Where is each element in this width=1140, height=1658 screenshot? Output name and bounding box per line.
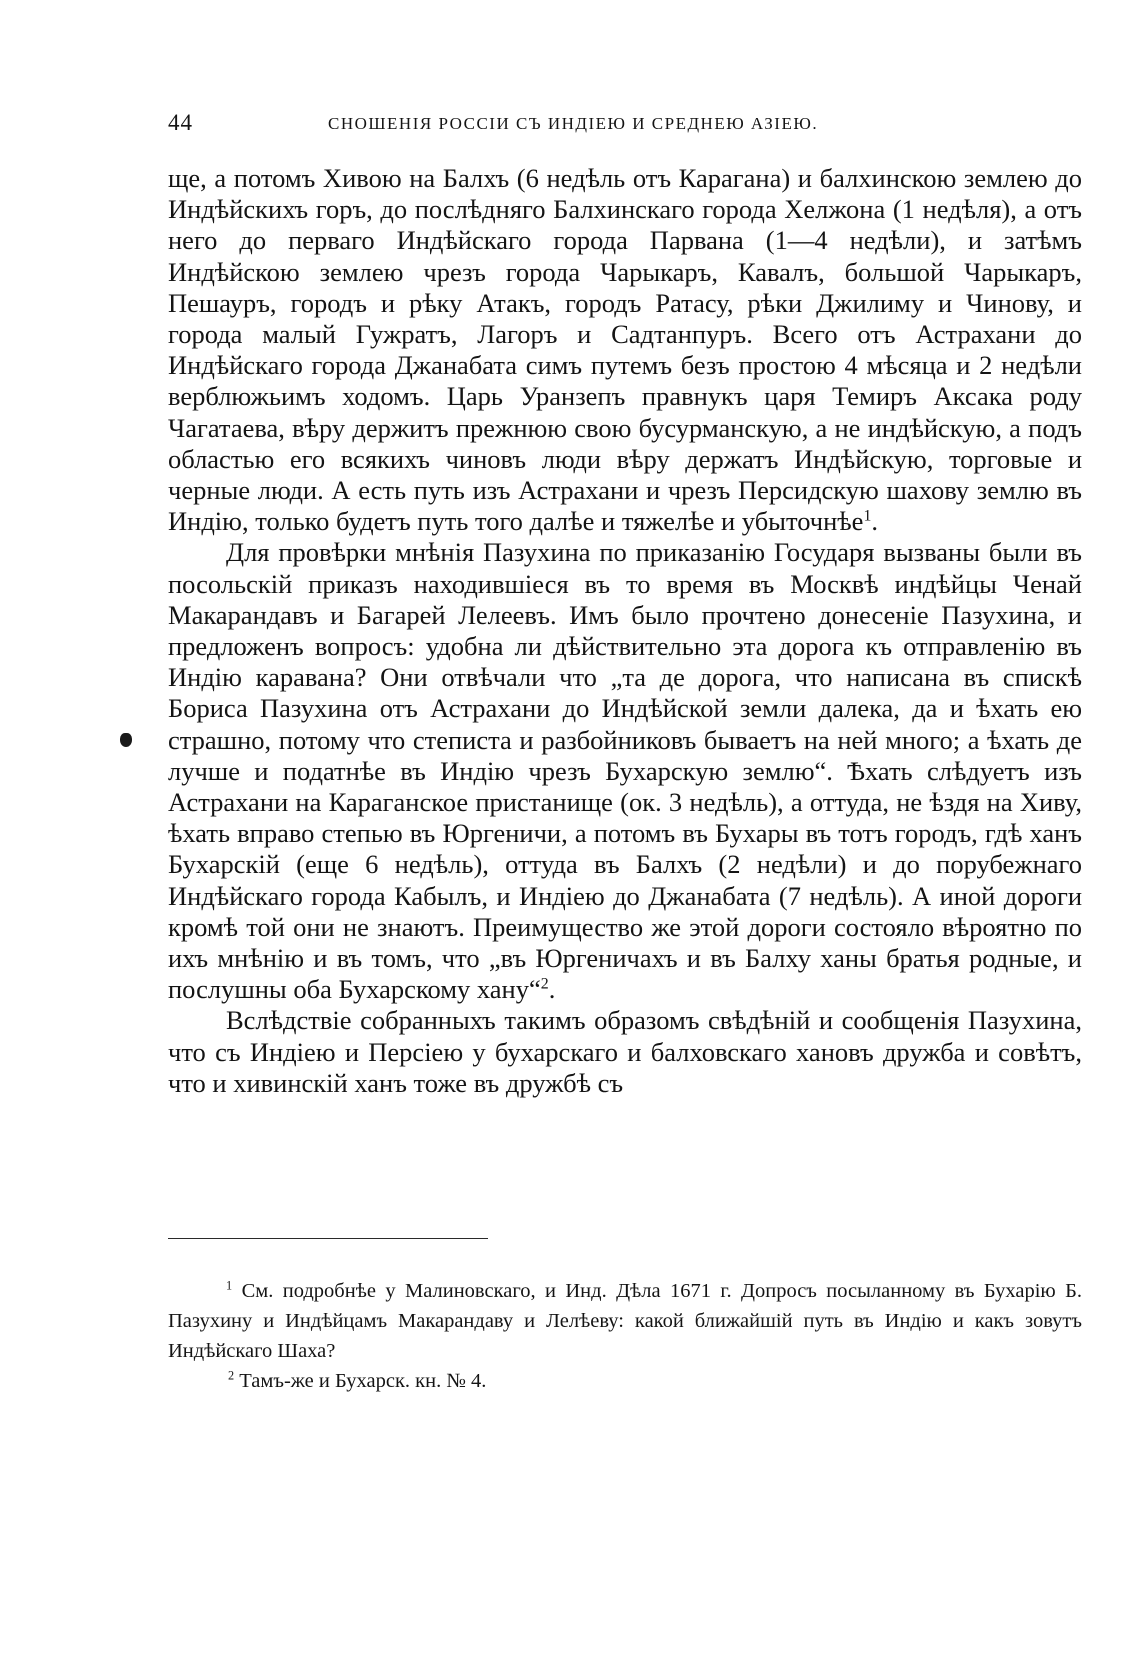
footnote-text: См. подробнѣе у Малиновскаго, и Инд. Дѣла 1671 г. Допросъ посыланному въ Бухарію Б. Пазухину и Индѣйцамъ Макарандаву и Лелѣеву: какой ближайшій путь въ Индію и какъ зовутъ Индѣйскаго Шаха? [168,1280,1082,1362]
footnotes [168,1276,1082,1396]
footnote-marker: 2 [228,1368,235,1383]
running-title: СНОШЕНІЯ РОССІИ СЪ ИНДІЕЮ И СРЕДНЕЮ АЗІЕЮ. [328,114,819,133]
paragraph-continuation: ще, а потомъ Хивою на Балхъ (6 недѣль отъ Карагана) и балхинскою землею до Индѣйскихъ горъ, до послѣдняго Балхинскаго города Хелжона (1 недѣля), а отъ него до перваго Индѣйскаго города Парвана (1—4 недѣли), и затѣмъ Индѣйскою землею чрезъ города Чарыкаръ, Кавалъ, большой Чарыкаръ, Пешауръ, городъ и рѣку Атакъ, городъ Ратасу, рѣки Джилиму и Чинову, и города малый Гужратъ, Лагоръ и Садтанпуръ. Всего отъ Астрахани до Индѣйскаго города Джанабата симъ путемъ безъ простою 4 мѣсяца и 2 недѣли верблюжьимъ ходомъ. Царь Уранзепъ правнукъ царя Темиръ Аксака роду Чагатаева, вѣру держитъ прежнюю свою бусурманскую, а не индѣйскую, а подъ областью его всякихъ чиновъ люди вѣру держатъ Индѣйскую, торговые и черные люди. А есть путь изъ Астрахани и чрезъ Персидскую шахову землю въ Индію, только будетъ путь того далѣе и тяжелѣе и убыточнѣе$^1$. [168,163,1082,537]
footnote-1 [168,1276,1082,1366]
footnote-ref-1[interactable]: 1 [863,507,872,525]
footnote-2 [168,1366,1082,1396]
footnote-ref-2[interactable]: 2 [540,975,549,993]
footnote-marker: 1 [226,1278,233,1293]
footnote-divider [168,1238,488,1239]
page-header [168,110,920,140]
margin-ink-mark [120,733,132,747]
footnote-text: Тамъ-же и Бухарск. кн. № 4. [239,1370,487,1392]
paragraph: Вслѣдствіе собранныхъ такимъ образомъ свѣдѣній и сообщенія Пазухина, что съ Индіею и Персіею у бухарскаго и балховскаго хановъ дружба и совѣтъ, что и хивинскій ханъ тоже въ дружбѣ съ [168,1005,1082,1098]
paragraph: Для провѣрки мнѣнія Пазухина по приказанію Государя вызваны были въ посольскій приказъ находившіеся въ то время въ Москвѣ индѣйцы Ченай Макарандавъ и Багарей Лелеевъ. Имъ было прочтено донесеніе Пазухина, и предложенъ вопросъ: удобна ли дѣйствительно эта дорога къ отправленію въ Индію каравана? Они отвѣчали что „та де дорога, что написана въ спискѣ Бориса Пазухина отъ Астрахани до Индѣйской земли далека, да и ѣхать ею страшно, потому что степиста и разбойниковъ бываетъ на ней много; а ѣхать де лучше и податнѣе въ Индію чрезъ Бухарскую землю“. Ѣхать слѣдуетъ изъ Астрахани на Караганское пристанище (ок. 3 недѣль), а оттуда, не ѣздя на Хиву, ѣхать вправо степью въ Юргеничи, а потомъ въ Бухары въ тотъ городъ, гдѣ ханъ Бухарскій (еще 6 недѣль), оттуда въ Балхъ (2 недѣли) и до порубежнаго Индѣйскаго города Кабылъ, и Индіею до Джанабата (7 недѣль). А иной дороги кромѣ той они не знаютъ. Преимущество же этой дороги состояло вѣроятно по ихъ мнѣнію и въ томъ, что „въ Юргеничахъ и въ Балху ханы братья родные, и послушны оба Бухарскому хану“$^2$. [168,537,1082,1005]
body-text [168,163,1082,1099]
page-number: 44 [168,110,193,135]
